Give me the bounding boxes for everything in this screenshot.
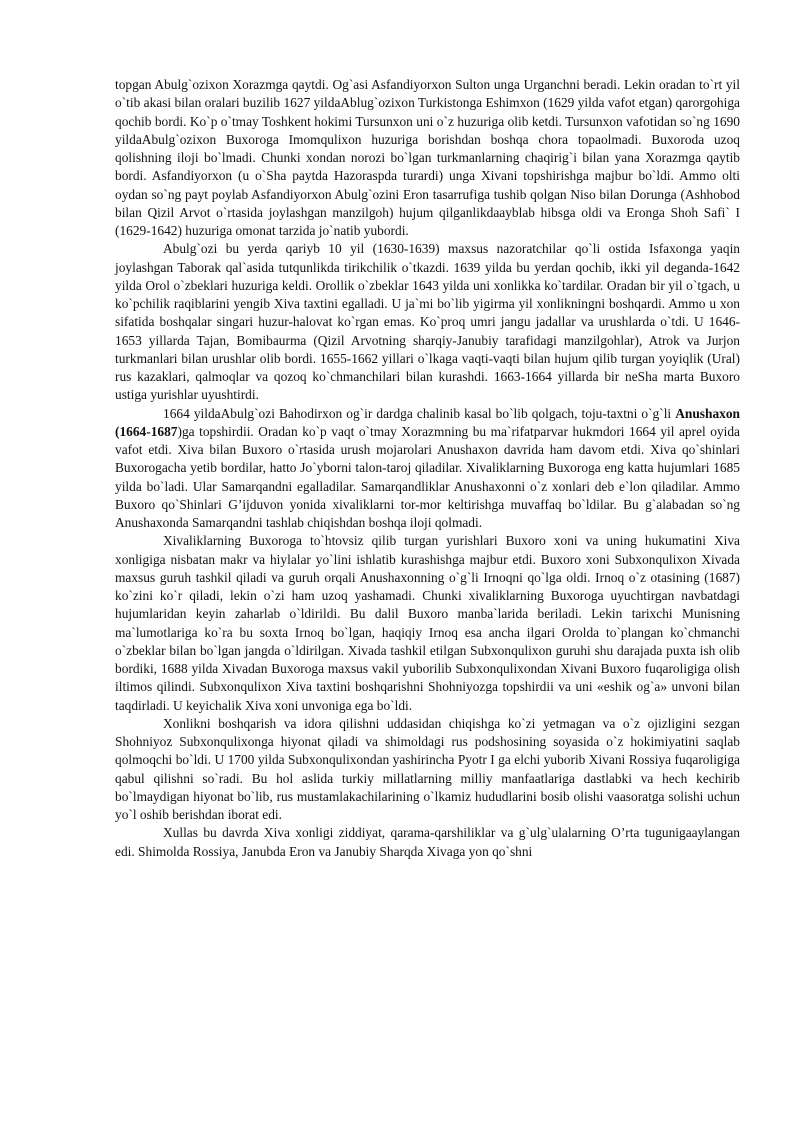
paragraph-3 [115, 405, 740, 533]
paragraph-4: Xivaliklarning Buxoroga to`htovsiz qilib turgan yurishlari Buxoro xoni va uning hukumatini Xiva xonligiga nisbatan makr va hiylalar yo`lini ishlatib kurashishga majbur etdi. Buxoro xoni Subxonqulixon Xivada maxsus guruh tashkil qiladi va guruh orqali Anushaxonning o`g`li Irnoqni qo`lga oldi. Irnoq o`z otasining (1687) ko`zini ko`r qiladi, lekin o`zi ham uzoq yashamadi. Chunki xivaliklarning Buxoroga uyuchtirgan navbatdagi hujumlaridan keyin zaharlab o`ldirildi. Bu dalil Buxoro manba`larida beriladi. Lekin tarixchi Munisning ma`lumotlariga ko`ra bu soxta Irnoq bo`lgan, haqiqiy Irnoq esa ancha ilgari Orolda to`plangan ko`chmanchi o`zbeklar bilan bo`lgan jangda o`ldirilgan. Xivada tashkil etilgan Subxonqulixon guruhi shu darajada puxta ish olib bordiki, 1688 yilda Xivadan Buxoroga maxsus vakil yuborilib Subxonqulixondan Xivani Buxoro fuqaroligiga olish iltimos qilindi. Subxonqulixon Xiva taxtini boshqarishni Shohniyozga topshirdii va uni «eshik og`a» unvoni bilan taqdirladi. U keyichalik Xiva xoni unvoniga ega bo`ldi. [115, 533, 740, 713]
paragraph-5: Xonlikni boshqarish va idora qilishni uddasidan chiqishga ko`zi yetmagan va o`z ojizligini sezgan Shohniyoz Subxonqulixonga hiyonat qiladi va shimoldagi rus podshosining soyasida o`z hokimiyatini saqlab qolmoqchi bo`ldi. U 1700 yilda Subxonqulixondan yashirincha Pyotr I ga elchi yuborib Xivani Rossiya fuqaroligiga qabul qilishni so`radi. Bu hol aslida turkiy millatlarning milliy manfaatlariga dastlabki va hech kechirib bo`lmaydigan hiyonat bo`lib, rus mustamlakachilarining o`lkamiz hududlarini bosib olishi vaasoratga solishi uchun yo`l oshib berishdan iborat edi. [115, 715, 740, 822]
paragraph-2: Abulg`ozi bu yerda qariyb 10 yil (1630-1639) maxsus nazoratchilar qo`li ostida Isfaxonga yaqin joylashgan Taborak qal`asida tutqunlikda tirikchilik o`tkazdi. 1639 yilda bu yerdan qochib, ikki yil deganda-1642 yilda Orol o`zbeklari huzuriga keldi. Orollik o`zbeklar 1643 yilda uni xonlikka ko`tardilar. Oradan bir yil o`tgach, u ko`pchilik raqiblarini yengib Xiva taxtini egalladi. U ja`mi bo`lib yigirma yil xonlikningni boshqardi. Ammo u xon sifatida boshqalar singari huzur-halovat ko`rgan emas. Ko`proq umri jangu jadallar va urushlarda o`tdi. U 1646-1653 yillarda Tajan, Bomibaurma (Qizil Arvotning sharqiy-Janubiy tarafidagi manzilgohlar), Atrok va Jurjon turkmanlari bilan urushlar olib bordi. 1655-1662 yillari o`lkaga vaqti-vaqti bilan hujum qilib turgan yoyiqlik (Ural) rus kazaklari, qalmoqlar va qozoq ko`chmanchilari bilan kurashdi. 1663-1664 yillarda bir neSha marta Buxoro ustiga yurishlar uyushtirdi. [115, 241, 740, 403]
paragraph-1: topgan Abulg`ozixon Xorazmga qaytdi. Og`asi Asfandiyorxon Sulton unga Urganchni beradi. Lekin oradan to`rt yil o`tib akasi bilan oralari buzilib 1627 yildaAblug`ozixon Turkistonga Eshimxon (1629 yilda vafot etgan) qarorgohiga qochib bordi. Ko`p o`tmay Toshkent hokimi Tursunxon uni o`z huzuriga olib ketdi. Tursunxon vafotidan so`ng 1690 yildaAbulg`ozixon Buxoroga Imomqulixon huzuriga borishdan boshqa chora topaolmadi. Buxoroda uzoq qolishning iloji bo`lmadi. Chunki xondan norozi bo`lgan turkmanlarning chaqirig`i bilan yana Xorazmga qaytib bordi. Asfandiyorxon (u o`Sha paytda Hazoraspda turardi) unga Xivani topshirishga majbur bo`ldi. Ammo olti oydan so`ng payt poylab Asfandiyorxon Abulg`ozini Eron tasarrufiga tushib qolgan Niso bilan Dorunga (Ashhobod bilan Qizil Arvot o`rtasida joylashgan manzilgoh) hujum qilganlikdaayblab hibsga oldi va Eronga Shoh Safi` I (1629-1642) huzuriga omonat tarzida jo`natib yubordi. [115, 77, 740, 238]
paragraph-3-start: 1664 yildaAbulg`ozi Bahodirxon og`ir dardga chalinib kasal bo`lib qolgach, toju-taxtni o`g`li [163, 405, 676, 421]
paragraph-6: Xullas bu davrda Xiva xonligi ziddiyat, qarama-qarshiliklar va g`ulg`ulalarning O’rta tugunigaaylangan edi. Shimolda Rossiya, Janubda Eron va Janubiy Sharqda Xivaga yon qo`shni [115, 825, 740, 859]
document-page [115, 76, 740, 861]
paragraph-3-rest: )ga topshirdii. Oradan ko`p vaqt o`tmay Xorazmning bu ma`rifatparvar hukmdori 1664 yil aprel oyida vafot etdi. Xiva bilan Buxoro o`rtasida urush mojarolari Anushaxon davrida ham davom etdi. Xiva qo`shinlari Buxorogacha yetib bordilar, hatto Jo`yborni talon-taroj qiladilar. Xivaliklarning Buxoroga eng katta hujumlari 1685 yilda bo`ladi. Ular Samarqandni egalladilar. Samarqandliklar Anushaxonni o`z xonlari deb e`lon qiladilar. Ammo Buxoro qo`Shinlari G’ijduvon yonida xivaliklarni tor-mor keltirishga muvaffaq bo`ldilar. Bu g`alabadan so`ng Anushaxonda Samarqandni tashlab chiqishdan boshqa iloji qolmadi. [115, 423, 740, 530]
anushaxon-bold-name: Anushaxon (1664-1687 [115, 405, 740, 439]
